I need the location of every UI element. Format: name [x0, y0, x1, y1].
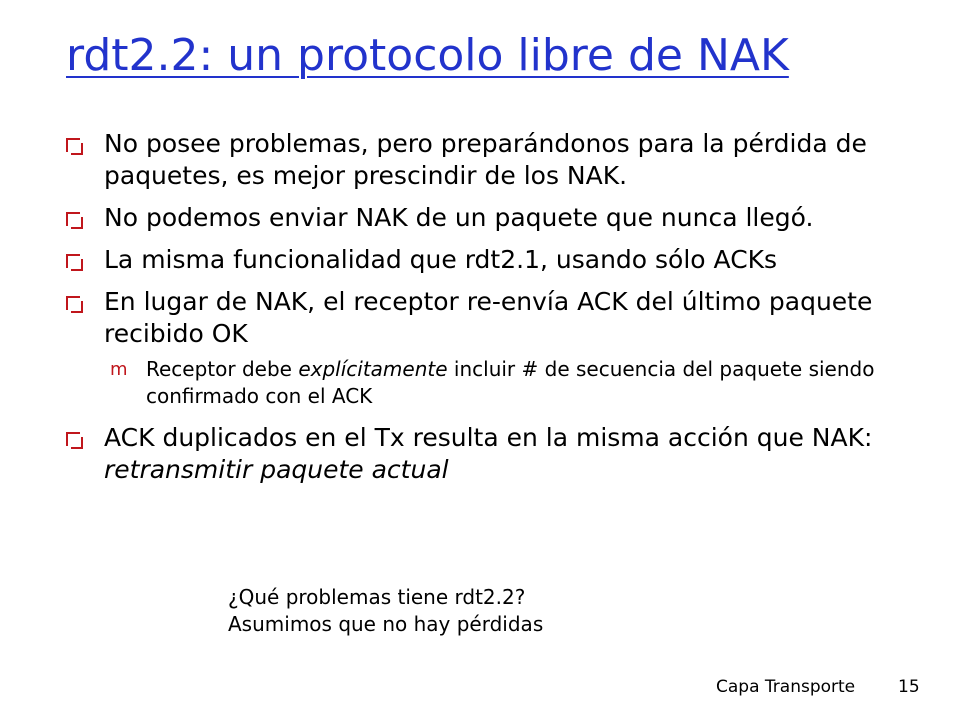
- bullet-list: [66, 128, 946, 496]
- bullet-item: [66, 244, 946, 276]
- sub-bullet-text-before: Receptor debe: [146, 357, 299, 381]
- sub-bullet-text-after: incluir # de secuencia del paquete siendo confirmado con el ACK: [146, 357, 875, 408]
- footer-label: Capa Transporte: [716, 677, 856, 697]
- slide-title: rdt2.2: un protocolo libre de NAK: [66, 30, 789, 81]
- m-bullet-icon: m: [110, 359, 128, 380]
- bullet-item: [66, 128, 946, 192]
- bullet-text-before: ACK duplicados en el Tx resulta en la misma acción que NAK:: [104, 423, 873, 452]
- bullet-text: No posee problemas, pero preparándonos para la pérdida de paquetes, es mejor prescindir de los NAK.: [104, 129, 867, 190]
- question-line-1: ¿Qué problemas tiene rdt2.2?: [228, 585, 526, 609]
- bullet-emphasis: retransmitir paquete actual: [104, 455, 449, 484]
- bullet-item: [66, 422, 946, 486]
- square-bullet-icon: [66, 212, 80, 226]
- question-note: [228, 584, 543, 638]
- square-bullet-icon: [66, 254, 80, 268]
- sub-bullet-emphasis: explícitamente: [298, 357, 448, 381]
- bullet-item: [66, 202, 946, 234]
- square-bullet-icon: [66, 138, 80, 152]
- page-number: 15: [898, 677, 920, 697]
- sub-bullet-item: [66, 356, 946, 410]
- bullet-text: La misma funcionalidad que rdt2.1, usando sólo ACKs: [104, 245, 778, 274]
- question-line-2: Asumimos que no hay pérdidas: [228, 612, 544, 636]
- bullet-item: [66, 286, 946, 350]
- bullet-text: No podemos enviar NAK de un paquete que nunca llegó.: [104, 203, 814, 232]
- bullet-text: En lugar de NAK, el receptor re-envía ACK del último paquete recibido OK: [104, 287, 873, 348]
- square-bullet-icon: [66, 432, 80, 446]
- square-bullet-icon: [66, 296, 80, 310]
